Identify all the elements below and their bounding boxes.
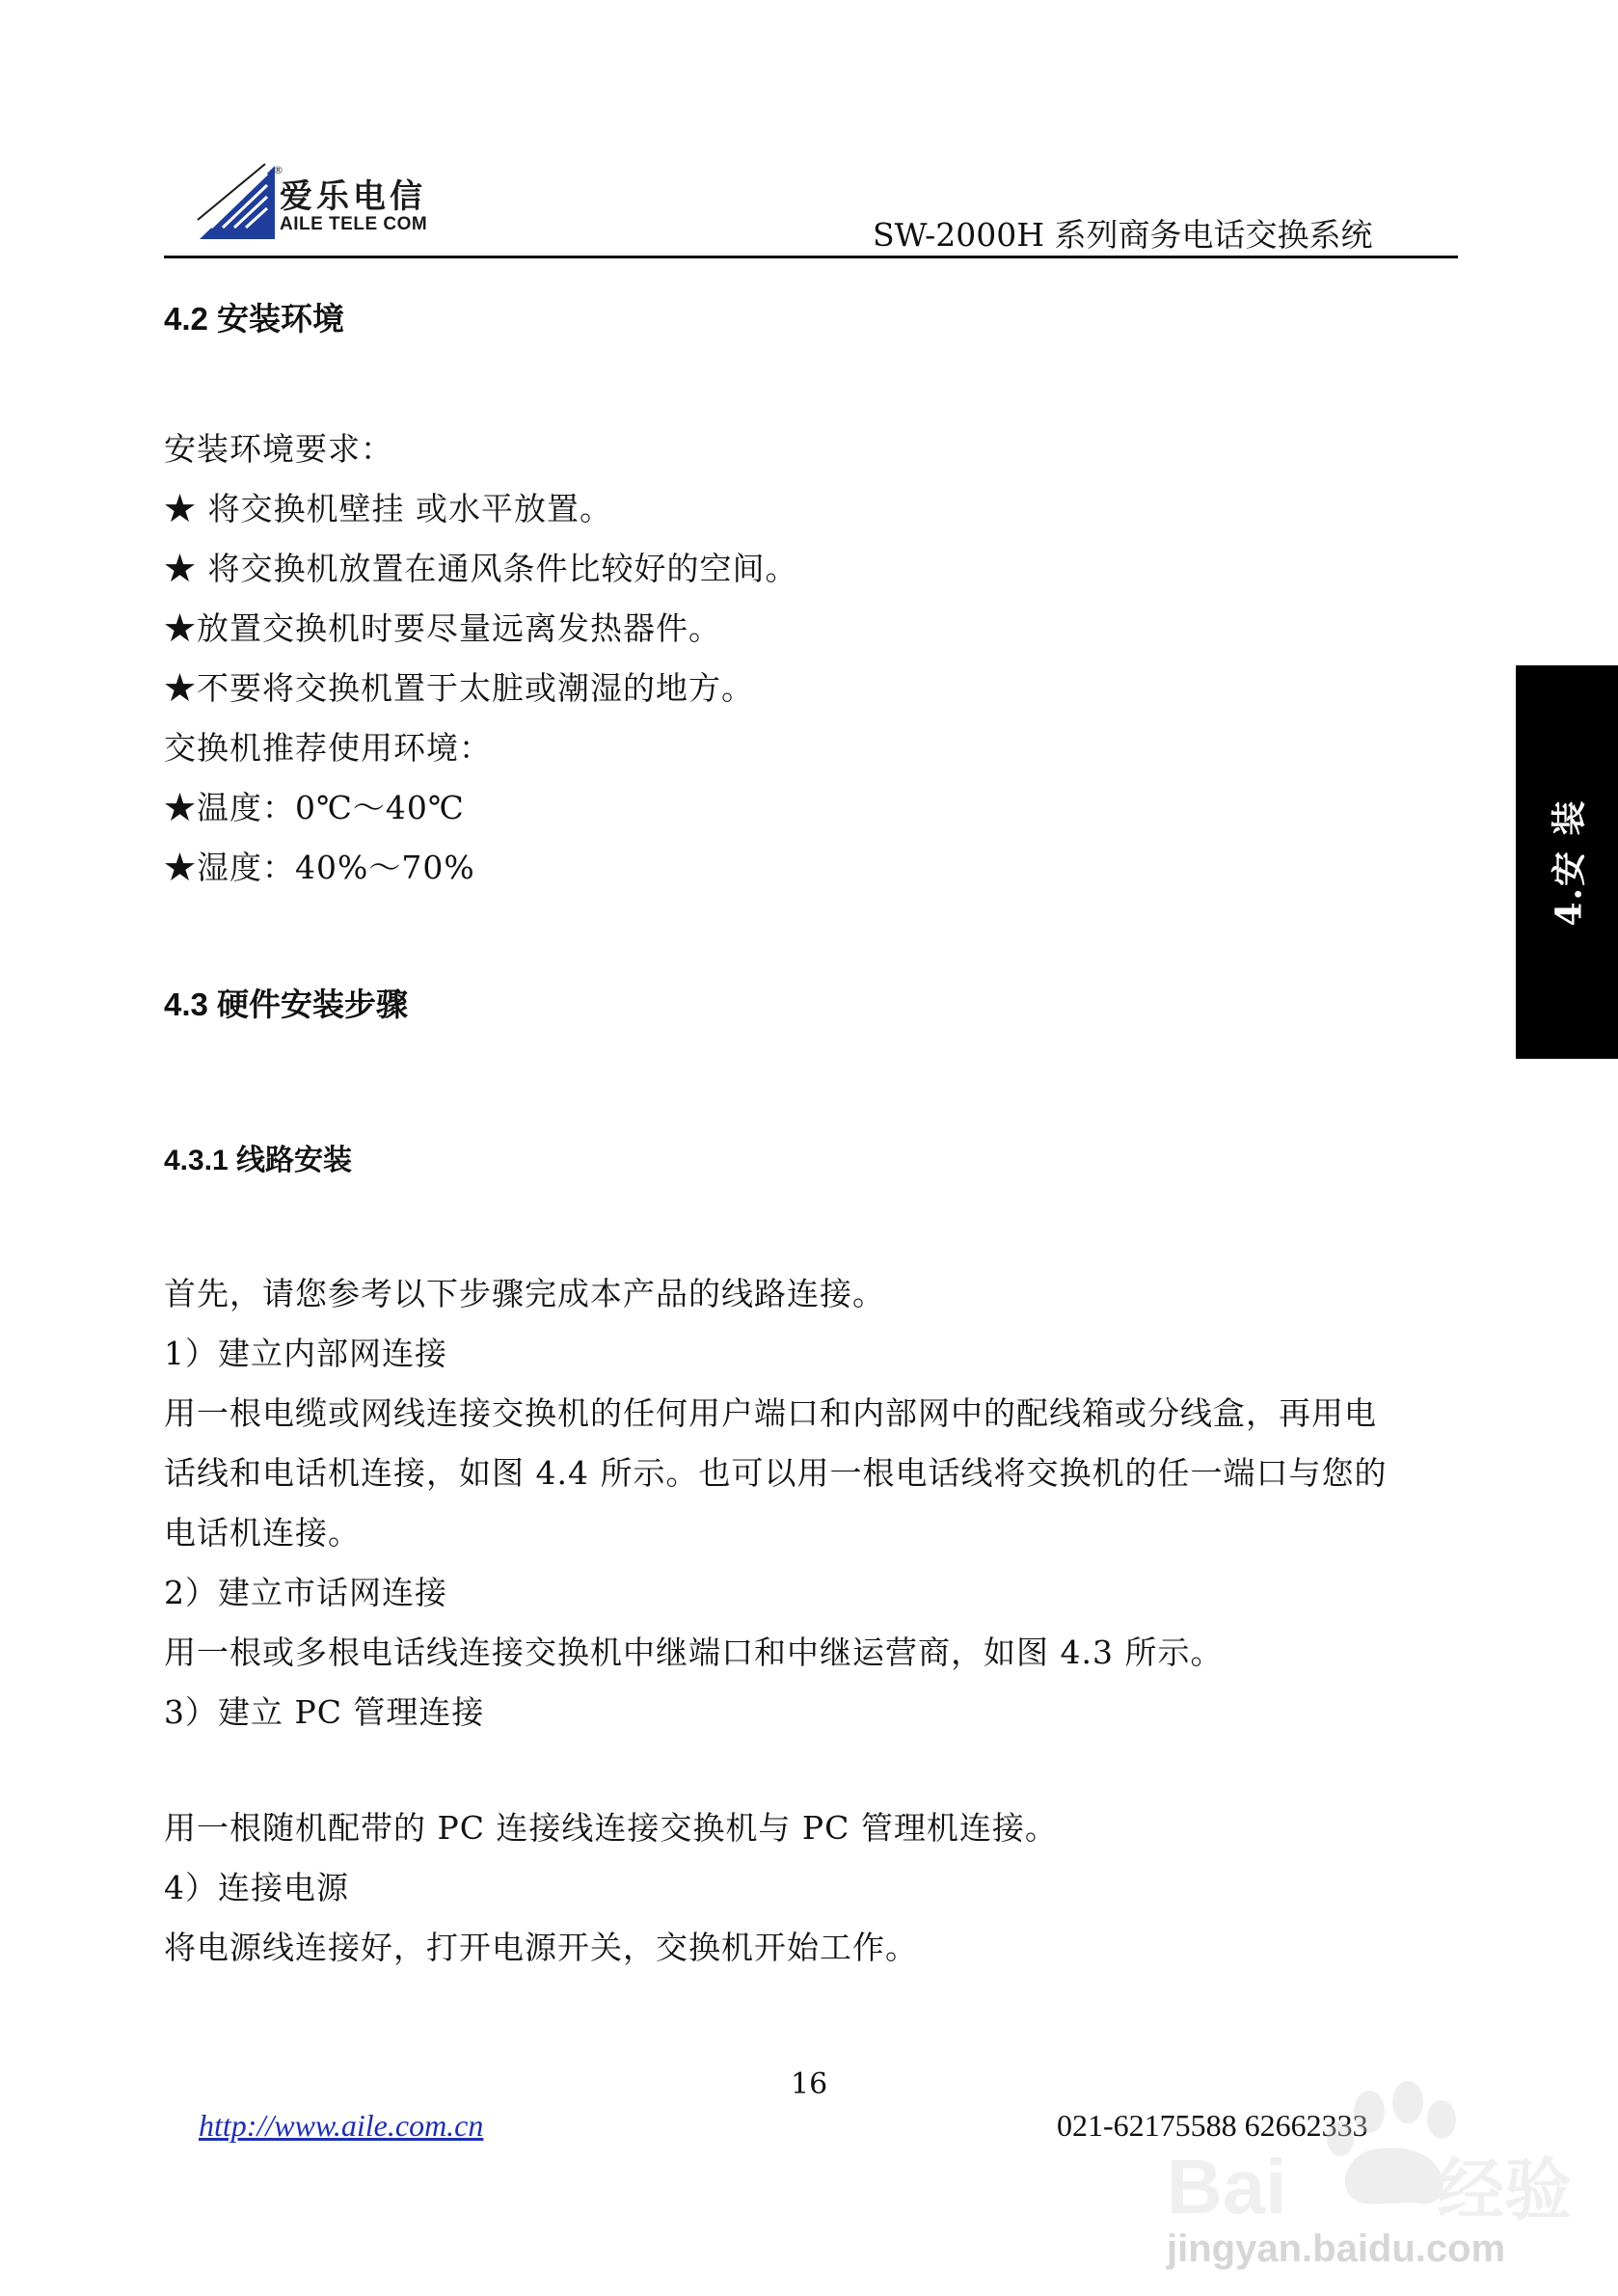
step-heading: 3）建立 PC 管理连接	[164, 1693, 485, 1731]
chapter-side-tab	[1516, 665, 1618, 1059]
section-heading-4-2: 4.2 安装环境	[164, 301, 345, 337]
contact-phone: 021-62175588 62662333	[1057, 2108, 1368, 2143]
step-heading: 1）建立内部网连接	[164, 1335, 447, 1372]
step-heading: 2）建立市话网连接	[164, 1574, 447, 1611]
list-item: ★湿度：40%～70%	[164, 849, 475, 886]
list-item: ★不要将交换机置于太脏或潮湿的地方。	[164, 669, 754, 707]
logo-chinese-name: 爱乐电信	[280, 177, 426, 216]
registered-mark: ®	[273, 164, 283, 176]
logo-english-name: AILE TELE COM	[280, 214, 428, 234]
paragraph-line: 电话机连接。	[164, 1514, 361, 1552]
list-item: ★放置交换机时要尽量远离发热器件。	[164, 609, 721, 647]
paragraph-line: 用一根电缆或网线连接交换机的任何用户端口和内部网中的配线箱或分线盒，再用电	[164, 1394, 1377, 1432]
list-item: ★ 将交换机放置在通风条件比较好的空间。	[164, 550, 798, 587]
website-link[interactable]: http://www.aile.com.cn	[199, 2108, 484, 2143]
chapter-side-tab-label: 4.安 装	[1549, 797, 1590, 927]
step-heading: 4）连接电源	[164, 1869, 349, 1906]
svg-text:Bai: Bai	[1167, 2144, 1287, 2229]
list-item: ★ 将交换机壁挂 或水平放置。	[164, 490, 612, 527]
paragraph-line: 话线和电话机连接，如图 4.4 所示。也可以用一根电话线将交换机的任一端口与您的	[164, 1454, 1388, 1492]
page-number: 16	[791, 2067, 828, 2101]
recommended-env-label: 交换机推荐使用环境：	[164, 729, 492, 767]
svg-text:经验: 经验	[1437, 2150, 1572, 2229]
paragraph-line: 用一根随机配带的 PC 连接线连接交换机与 PC 管理机连接。	[164, 1809, 1058, 1847]
paragraph-line: 首先，请您参考以下步骤完成本产品的线路连接。	[164, 1275, 885, 1312]
watermark-domain: jingyan.baidu.com	[1167, 2228, 1506, 2270]
paragraph-line: 将电源线连接好，打开电源开关，交换机开始工作。	[164, 1929, 918, 1966]
env-requirements-label: 安装环境要求：	[164, 430, 393, 468]
document-title: SW-2000H 系列商务电话交换系统	[873, 216, 1373, 254]
section-heading-4-3: 4.3 硬件安装步骤	[164, 986, 409, 1022]
header-divider	[164, 256, 1458, 258]
subsection-heading-4-3-1: 4.3.1 线路安装	[164, 1145, 353, 1176]
paragraph-line: 用一根或多根电话线连接交换机中继端口和中继运营商，如图 4.3 所示。	[164, 1634, 1224, 1671]
list-item: ★温度：0℃～40℃	[164, 789, 465, 826]
